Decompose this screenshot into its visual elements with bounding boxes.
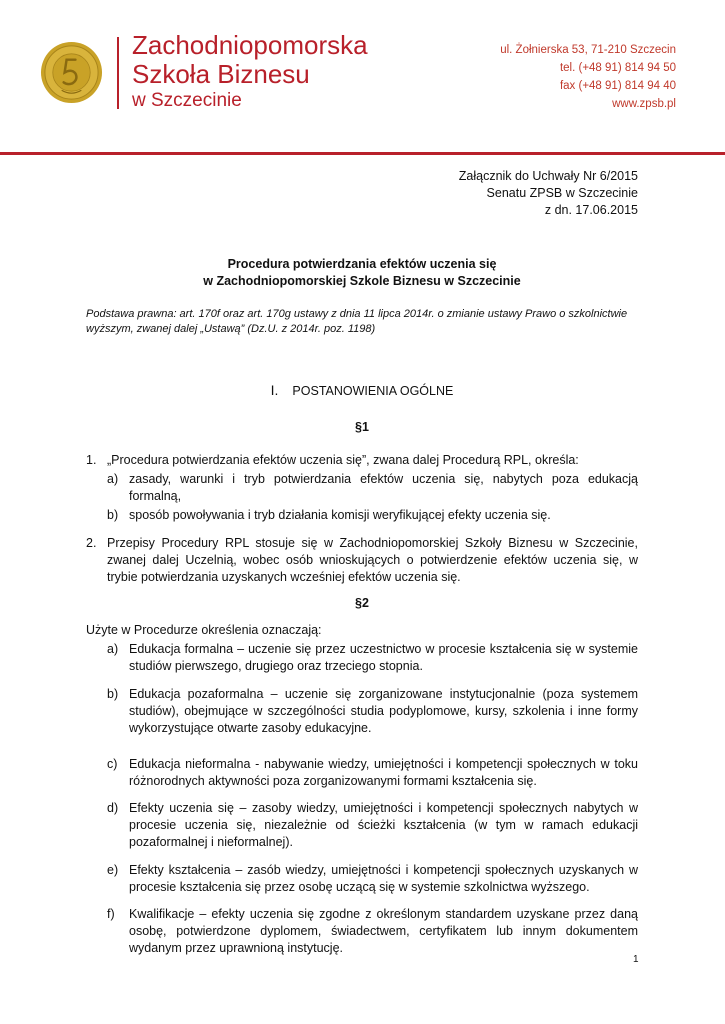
paragraph-symbol-1: §1 <box>355 420 369 434</box>
page-number: 1 <box>633 954 639 965</box>
school-name-line3: w Szczecinie <box>132 90 242 111</box>
item-text: Edukacja nieformalna - nabywanie wiedzy, umiejętności i kompetencji społecznych w toku różnorodnych aktywności poza zorganizowanymi formami kształcenia się. <box>129 757 638 788</box>
item-label: a) <box>107 642 119 656</box>
item-number: 1. <box>86 453 97 467</box>
school-name-line2: Szkoła Biznesu <box>132 59 310 89</box>
item-label: c) <box>107 757 118 771</box>
item-text: Edukacja formalna – uczenie się przez uczestnictwo w procesie kształcenia się w systemie studiów pierwszego, drugiego oraz trzeciego stopnia. <box>129 642 638 673</box>
fax: fax (+48 91) 814 94 40 <box>559 80 676 92</box>
item-text: Kwalifikacje – efekty uczenia się zgodne z określonym standardem uzyskane przez daną osobę, potwierdzone dyplomem, świadectwem, certyfikatem lub innym dokumentem wydanym przez uprawnioną instytucję. <box>129 907 638 955</box>
annex-line2: Senatu ZPSB w Szczecinie <box>486 186 638 200</box>
annex-line3: z dn. 17.06.2015 <box>544 203 638 217</box>
item-label: e) <box>107 863 119 877</box>
document-title <box>86 256 638 290</box>
header-rule <box>0 152 725 155</box>
item-text: Efekty kształcenia – zasób wiedzy, umiejętności i kompetencji społecznych uzyskanych w procesie kształcenia się przez osobę uczącą się w systemie szkolnictwa wyższego. <box>129 863 638 894</box>
list-item <box>107 471 638 505</box>
website-link[interactable]: www.zpsb.pl <box>612 98 676 110</box>
school-name <box>132 32 368 110</box>
item-label: f) <box>107 907 115 921</box>
item-text: Edukacja pozaformalna – uczenie się zorganizowane instytucjonalnie (poza systemem studiów), obejmujące w szczególności studia podyplomowe, kursy, szkolenia i inne formy wykorzystujące otwarte zasoby edukacyjne. <box>129 687 638 735</box>
list-item <box>107 686 638 737</box>
definitions-intro: Użyte w Procedurze określenia oznaczają: <box>86 623 322 637</box>
annex-note <box>86 168 638 219</box>
list-item <box>86 535 638 586</box>
title-line1: Procedura potwierdzania efektów uczenia się <box>227 257 497 271</box>
item-label: b) <box>107 687 119 701</box>
list-item <box>107 507 638 524</box>
telephone: tel. (+48 91) 814 94 50 <box>559 62 676 74</box>
title-line2: w Zachodniopomorskiej Szkole Biznesu w Szczecinie <box>203 274 521 288</box>
school-seal-logo <box>40 41 103 104</box>
list-item <box>107 800 638 851</box>
school-name-line1: Zachodniopomorska <box>132 30 368 60</box>
section-number: I. <box>270 382 279 398</box>
address: ul. Żołnierska 53, 71-210 Szczecin <box>500 44 676 56</box>
item-label: a) <box>107 472 119 486</box>
list-item <box>107 641 638 675</box>
contact-info <box>500 41 676 113</box>
list-item <box>107 862 638 896</box>
letterhead <box>0 0 725 160</box>
paragraph-symbol-2: §2 <box>355 596 369 610</box>
list-item <box>86 452 638 469</box>
list-item <box>107 906 638 957</box>
header-divider <box>117 37 119 109</box>
item-label: d) <box>107 801 119 815</box>
annex-line1: Załącznik do Uchwały Nr 6/2015 <box>458 169 638 183</box>
item-number: 2. <box>86 536 97 550</box>
document-body <box>86 168 638 957</box>
item-text: sposób powoływania i tryb działania komisji weryfikującej efekty uczenia się. <box>129 508 551 522</box>
item-text: zasady, warunki i tryb potwierdzania efektów uczenia się, nabytych poza edukacją formalną, <box>129 472 638 503</box>
section-title: POSTANOWIENIA OGÓLNE <box>292 384 454 398</box>
item-text: Przepisy Procedury RPL stosuje się w Zachodniopomorskiej Szkoły Biznesu w Szczecinie, zwanej dalej Uczelnią, wobec osób wnioskujących o potwierdzenie efektów uczenia się, w trybie potwierdzania uzyskanych wcześniej efektów uczenia się. <box>107 536 638 584</box>
list-item <box>107 756 638 790</box>
section-heading <box>86 382 638 400</box>
item-label: b) <box>107 508 119 522</box>
item-text: Efekty uczenia się – zasoby wiedzy, umiejętności i kompetencji społecznych nabytych w procesie uczenia się, niezależnie od ścieżki kształcenia (w tym w ramach edukacji pozaformalnej i nieformalnej). <box>129 801 638 849</box>
item-text: „Procedura potwierdzania efektów uczenia się”, zwana dalej Procedurą RPL, określa: <box>107 453 579 467</box>
legal-basis: Podstawa prawna: art. 170f oraz art. 170g ustawy z dnia 11 lipca 2014r. o zmianie ustawy Prawo o szkolnictwie wyższym, zwanej dalej „Ustawą” (Dz.U. z 2014r. poz. 1198) <box>86 308 628 335</box>
